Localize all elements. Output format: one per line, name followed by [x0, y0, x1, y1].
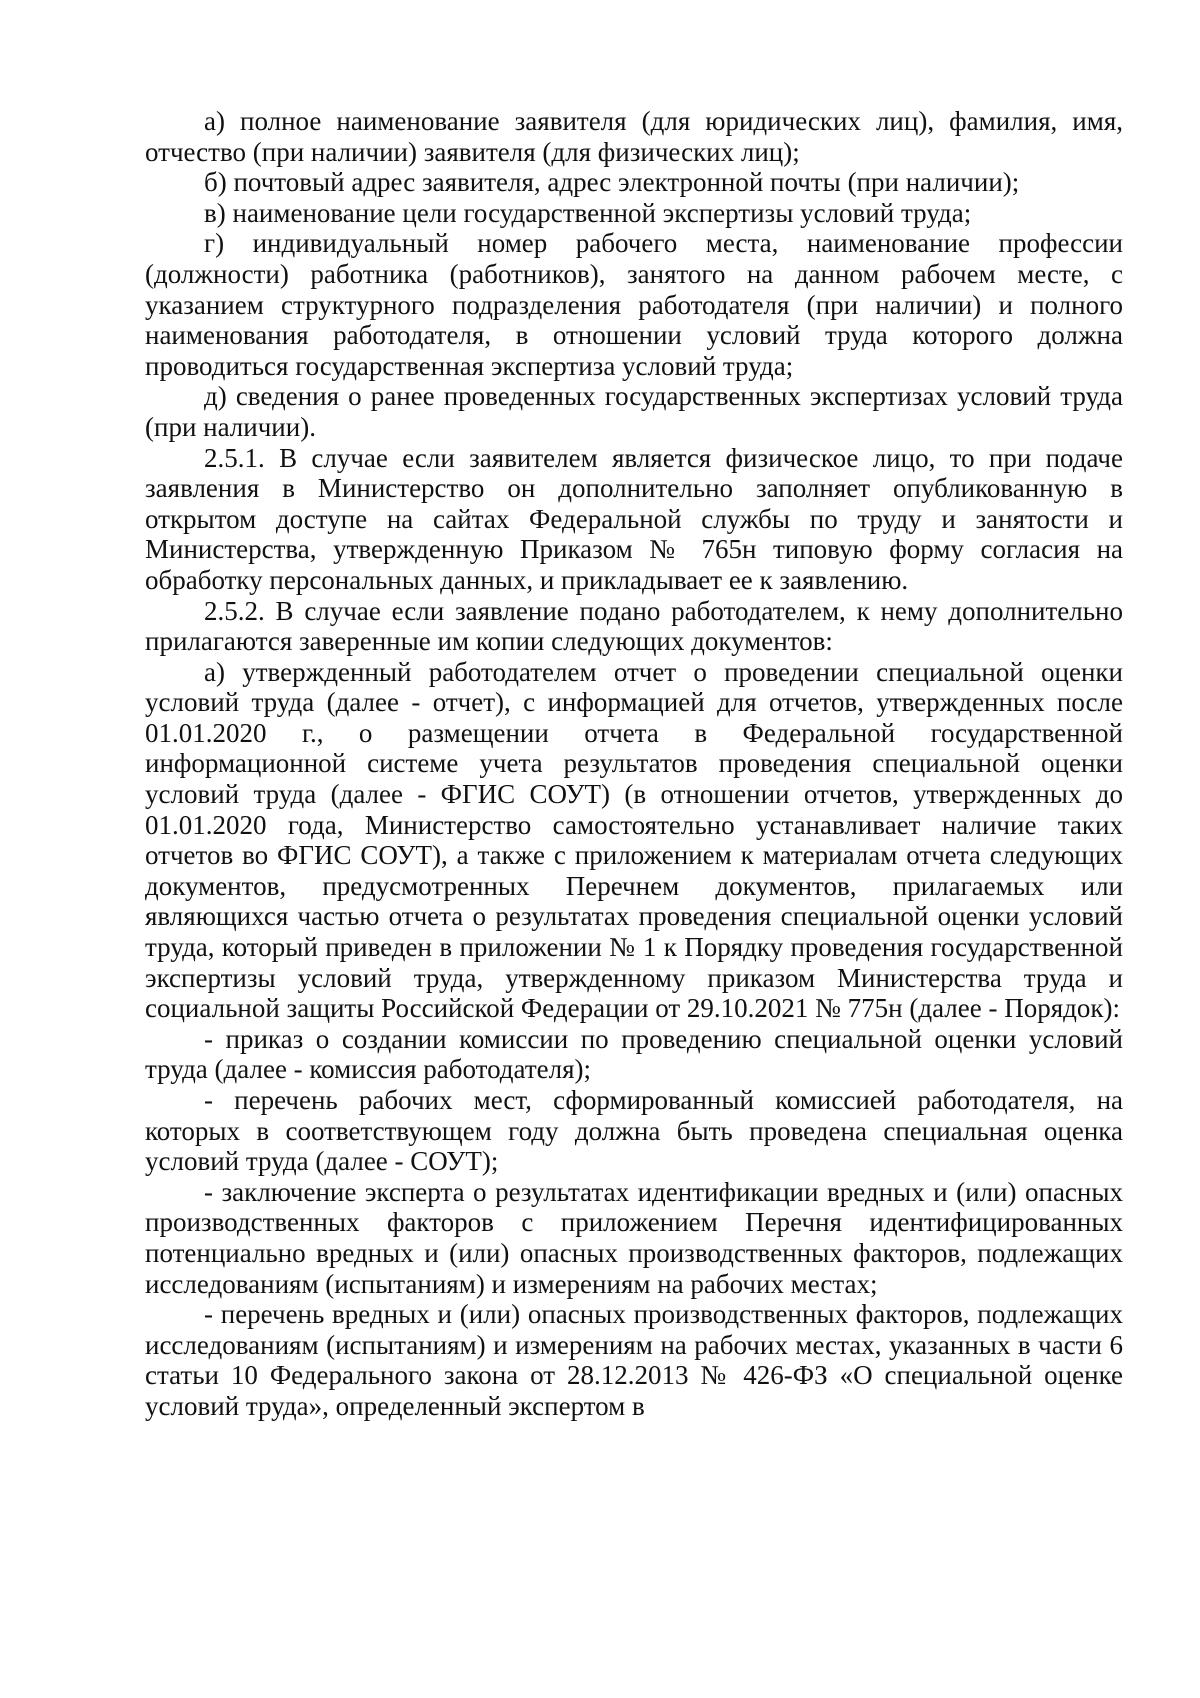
paragraph-postal-address: б) почтовый адрес заявителя, адрес электронной почты (при наличии); — [204, 167, 1020, 198]
paragraph-applicant-name: а) полное наименование заявителя (для юридических лиц), фамилия, имя, отчество (при наличии) заявителя (для физических лиц); — [145, 106, 1123, 167]
document-page — [145, 106, 1123, 1422]
paragraph-expert-conclusion: - заключение эксперта о результатах идентификации вредных и (или) опасных производственных факторов с приложением Перечня идентифицированных потенциально вредных и (или) опасных производственных факторов, подлежащих исследованиям (испытаниям) и измерениям на рабочих местах; — [145, 1176, 1123, 1299]
paragraph-2-5-1: 2.5.1. В случае если заявителем является физическое лицо, то при подаче заявления в Министерство он дополнительно заполняет опубликованную в открытом доступе на сайтах Федеральной службы по труду и занятости и Министерства, утвержденную Приказом № 765н типовую форму согласия на обработку персональных данных, и прикладывает ее к заявлению. — [145, 442, 1123, 595]
paragraph-commission-order: - приказ о создании комиссии по проведению специальной оценки условий труда (далее - комиссия работодателя); — [145, 1023, 1123, 1085]
paragraph-expertise-purpose: в) наименование цели государственной экспертизы условий труда; — [204, 197, 972, 228]
paragraph-factors-list: - перечень вредных и (или) опасных производственных факторов, подлежащих исследованиям (испытаниям) и измерениям на рабочих местах, указанных в части 6 статьи 10 Федерального закона от 28.12.2013 № 426-ФЗ «О специальной оценке условий труда», определенный экспертом в — [145, 1299, 1123, 1421]
paragraph-report: а) утвержденный работодателем отчет о проведении специальной оценки условий труда (далее - отчет), с информацией для отчетов, утвержденных после 01.01.2020 г., о размещении отчета в Федеральной государственной информационной системе учета результатов проведения специальной оценки условий труда (далее - ФГИС СОУТ) (в отношении отчетов, утвержденных до 01.01.2020 года, Министерство самостоятельно устанавливает наличие таких отчетов во ФГИС СОУТ), а также с приложением к материалам отчета следующих документов, предусмотренных Перечнем документов, прилагаемых или являющихся частью отчета о результатах проведения специальной оценки условий труда, который приведен в приложении № 1 к Порядку проведения государственной экспертизы условий труда, утвержденному приказом Министерства труда и социальной защиты Российской Федерации от 29.10.2021 № 775н (далее - Порядок): — [145, 656, 1123, 1024]
paragraph-2-5-2: 2.5.2. В случае если заявление подано работодателем, к нему дополнительно прилагаются заверенные им копии следующих документов: — [145, 595, 1123, 657]
paragraph-workplace-list: - перечень рабочих мест, сформированный комиссией работодателя, на которых в соответствующем году должна быть проведена специальная оценка условий труда (далее - СОУТ); — [145, 1085, 1123, 1177]
paragraph-previous-expertise: д) сведения о ранее проведенных государственных экспертизах условий труда (при наличии). — [145, 381, 1123, 442]
paragraph-workplace-number: г) индивидуальный номер рабочего места, наименование профессии (должности) работника (работников), занятого на данном рабочем месте, с указанием структурного подразделения работодателя (при наличии) и полного наименования работодателя, в отношении условий труда которого должна проводиться государственная экспертиза условий труда; — [145, 228, 1123, 381]
